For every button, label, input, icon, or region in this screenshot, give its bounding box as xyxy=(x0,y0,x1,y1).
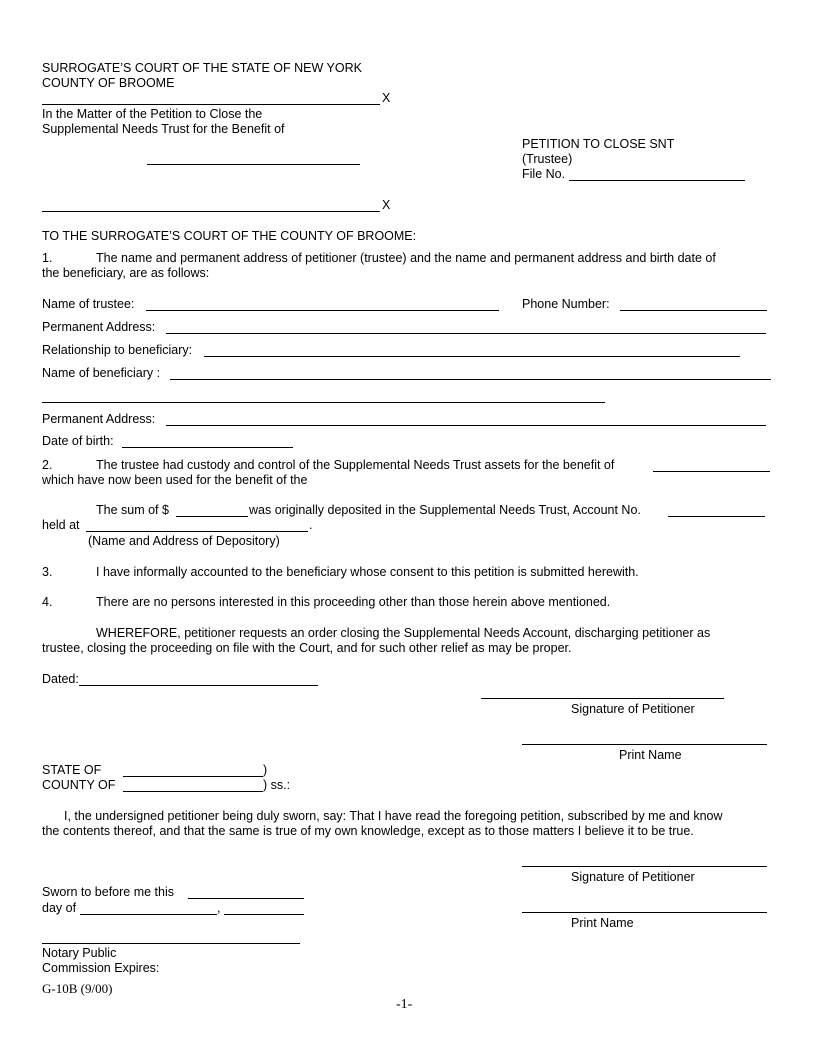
para-2-text: The trustee had custody and control of the Supplemental Needs Trust assets for the benefit of xyxy=(96,458,615,472)
petitioner-print-name-field[interactable] xyxy=(522,744,767,745)
relationship-field[interactable] xyxy=(204,356,740,357)
matter-line-2: Supplemental Needs Trust for the Benefit of xyxy=(42,122,285,136)
beneficiary-name-field[interactable] xyxy=(170,379,771,380)
sworn-month-field[interactable] xyxy=(80,914,217,915)
beneficiary-address-field[interactable] xyxy=(166,425,766,426)
sworn-signature-field[interactable] xyxy=(522,866,767,867)
notary-label: Notary Public xyxy=(42,946,117,960)
beneficiary-name-label: Name of beneficiary : xyxy=(42,366,161,380)
depository-caption: (Name and Address of Depository) xyxy=(88,534,280,548)
para-1-text-cont: the beneficiary, are as follows: xyxy=(42,266,210,280)
file-no-field[interactable] xyxy=(569,180,745,181)
oath-text-cont: the contents thereof, and that the same is true of my own knowledge, except as to those matters I believe it to be true. xyxy=(42,824,694,838)
dated-field[interactable] xyxy=(79,685,318,686)
county-of-label: COUNTY OF xyxy=(42,778,116,792)
held-at-label: held at xyxy=(42,518,80,532)
sworn-day-field[interactable] xyxy=(188,898,304,899)
sworn-label: Sworn to before me this xyxy=(42,885,175,899)
beneficiary-name-field-2[interactable] xyxy=(42,402,605,403)
sworn-print-name-field[interactable] xyxy=(522,912,767,913)
beneficiary-caption-field[interactable] xyxy=(147,164,360,165)
caption-x-bottom: X xyxy=(382,198,391,212)
dob-label: Date of birth: xyxy=(42,434,114,448)
county-of-field[interactable] xyxy=(123,791,263,792)
para-4-number: 4. xyxy=(42,595,53,609)
trustee-name-field[interactable] xyxy=(146,310,499,311)
petitioner-signature-label: Signature of Petitioner xyxy=(571,702,695,716)
page-number: -1- xyxy=(396,997,413,1012)
caption-x-top: X xyxy=(382,91,391,105)
commission-label: Commission Expires: xyxy=(42,961,160,975)
para-3-text: I have informally accounted to the beneficiary whose consent to this petition is submitted herewith. xyxy=(96,565,639,579)
relationship-label: Relationship to beneficiary: xyxy=(42,343,193,357)
day-of-label: day of xyxy=(42,901,77,915)
petitioner-signature-field[interactable] xyxy=(481,698,724,699)
sum-text: was originally deposited in the Supplemental Needs Trust, Account No. xyxy=(249,503,641,517)
state-paren: ) xyxy=(263,763,268,777)
court-name: SURROGATE’S COURT OF THE STATE OF NEW YORK xyxy=(42,61,362,75)
notary-signature-field[interactable] xyxy=(42,943,300,944)
state-of-field[interactable] xyxy=(123,776,263,777)
phone-label: Phone Number: xyxy=(522,297,610,311)
para-2-text-cont: which have now been used for the benefit of the xyxy=(42,473,308,487)
court-address-line: TO THE SURROGATE’S COURT OF THE COUNTY OF BROOME: xyxy=(42,229,417,243)
sworn-print-name-label: Print Name xyxy=(571,916,634,930)
beneficiary-address-label: Permanent Address: xyxy=(42,412,156,426)
para-4-text: There are no persons interested in this proceeding other than those herein above mentioned. xyxy=(96,595,611,609)
wherefore-text: WHEREFORE, petitioner requests an order closing the Supplemental Needs Account, discharging petitioner as xyxy=(96,626,711,640)
ss-label: ) ss.: xyxy=(263,778,291,792)
trustee-name-label: Name of trustee: xyxy=(42,297,135,311)
form-code: G-10B (9/00) xyxy=(42,981,113,996)
sworn-signature-label: Signature of Petitioner xyxy=(571,870,695,884)
sum-amount-field[interactable] xyxy=(176,516,248,517)
oath-text: I, the undersigned petitioner being duly sworn, say: That I have read the foregoing petition, subscribed by me and know xyxy=(64,809,723,823)
account-no-field[interactable] xyxy=(668,516,765,517)
file-no-label: File No. xyxy=(522,167,566,181)
sum-prefix: The sum of $ xyxy=(96,503,169,517)
document-title: PETITION TO CLOSE SNT xyxy=(522,137,675,151)
held-at-period: . xyxy=(309,518,313,532)
dated-label: Dated: xyxy=(42,672,79,686)
matter-line-1: In the Matter of the Petition to Close the xyxy=(42,107,263,121)
court-county: COUNTY OF BROOME xyxy=(42,76,175,90)
trustee-address-label: Permanent Address: xyxy=(42,320,156,334)
para-3-number: 3. xyxy=(42,565,53,579)
petitioner-print-name-label: Print Name xyxy=(619,748,682,762)
phone-field[interactable] xyxy=(620,310,767,311)
caption-rule-bottom xyxy=(42,211,380,212)
caption-rule-top xyxy=(42,104,380,105)
wherefore-text-cont: trustee, closing the proceeding on file with the Court, and for such other relief as may be proper. xyxy=(42,641,572,655)
sworn-year-field[interactable] xyxy=(224,914,304,915)
day-of-comma: , xyxy=(217,901,221,915)
document-subtitle: (Trustee) xyxy=(522,152,573,166)
depository-field[interactable] xyxy=(86,531,308,532)
dob-field[interactable] xyxy=(122,447,293,448)
trustee-address-field[interactable] xyxy=(166,333,766,334)
para-1-number: 1. xyxy=(42,251,53,265)
beneficiary-of-field[interactable] xyxy=(653,471,770,472)
para-2-number: 2. xyxy=(42,458,53,472)
state-of-label: STATE OF xyxy=(42,763,102,777)
para-1-text: The name and permanent address of petitioner (trustee) and the name and permanent address and birth date of xyxy=(96,251,716,265)
